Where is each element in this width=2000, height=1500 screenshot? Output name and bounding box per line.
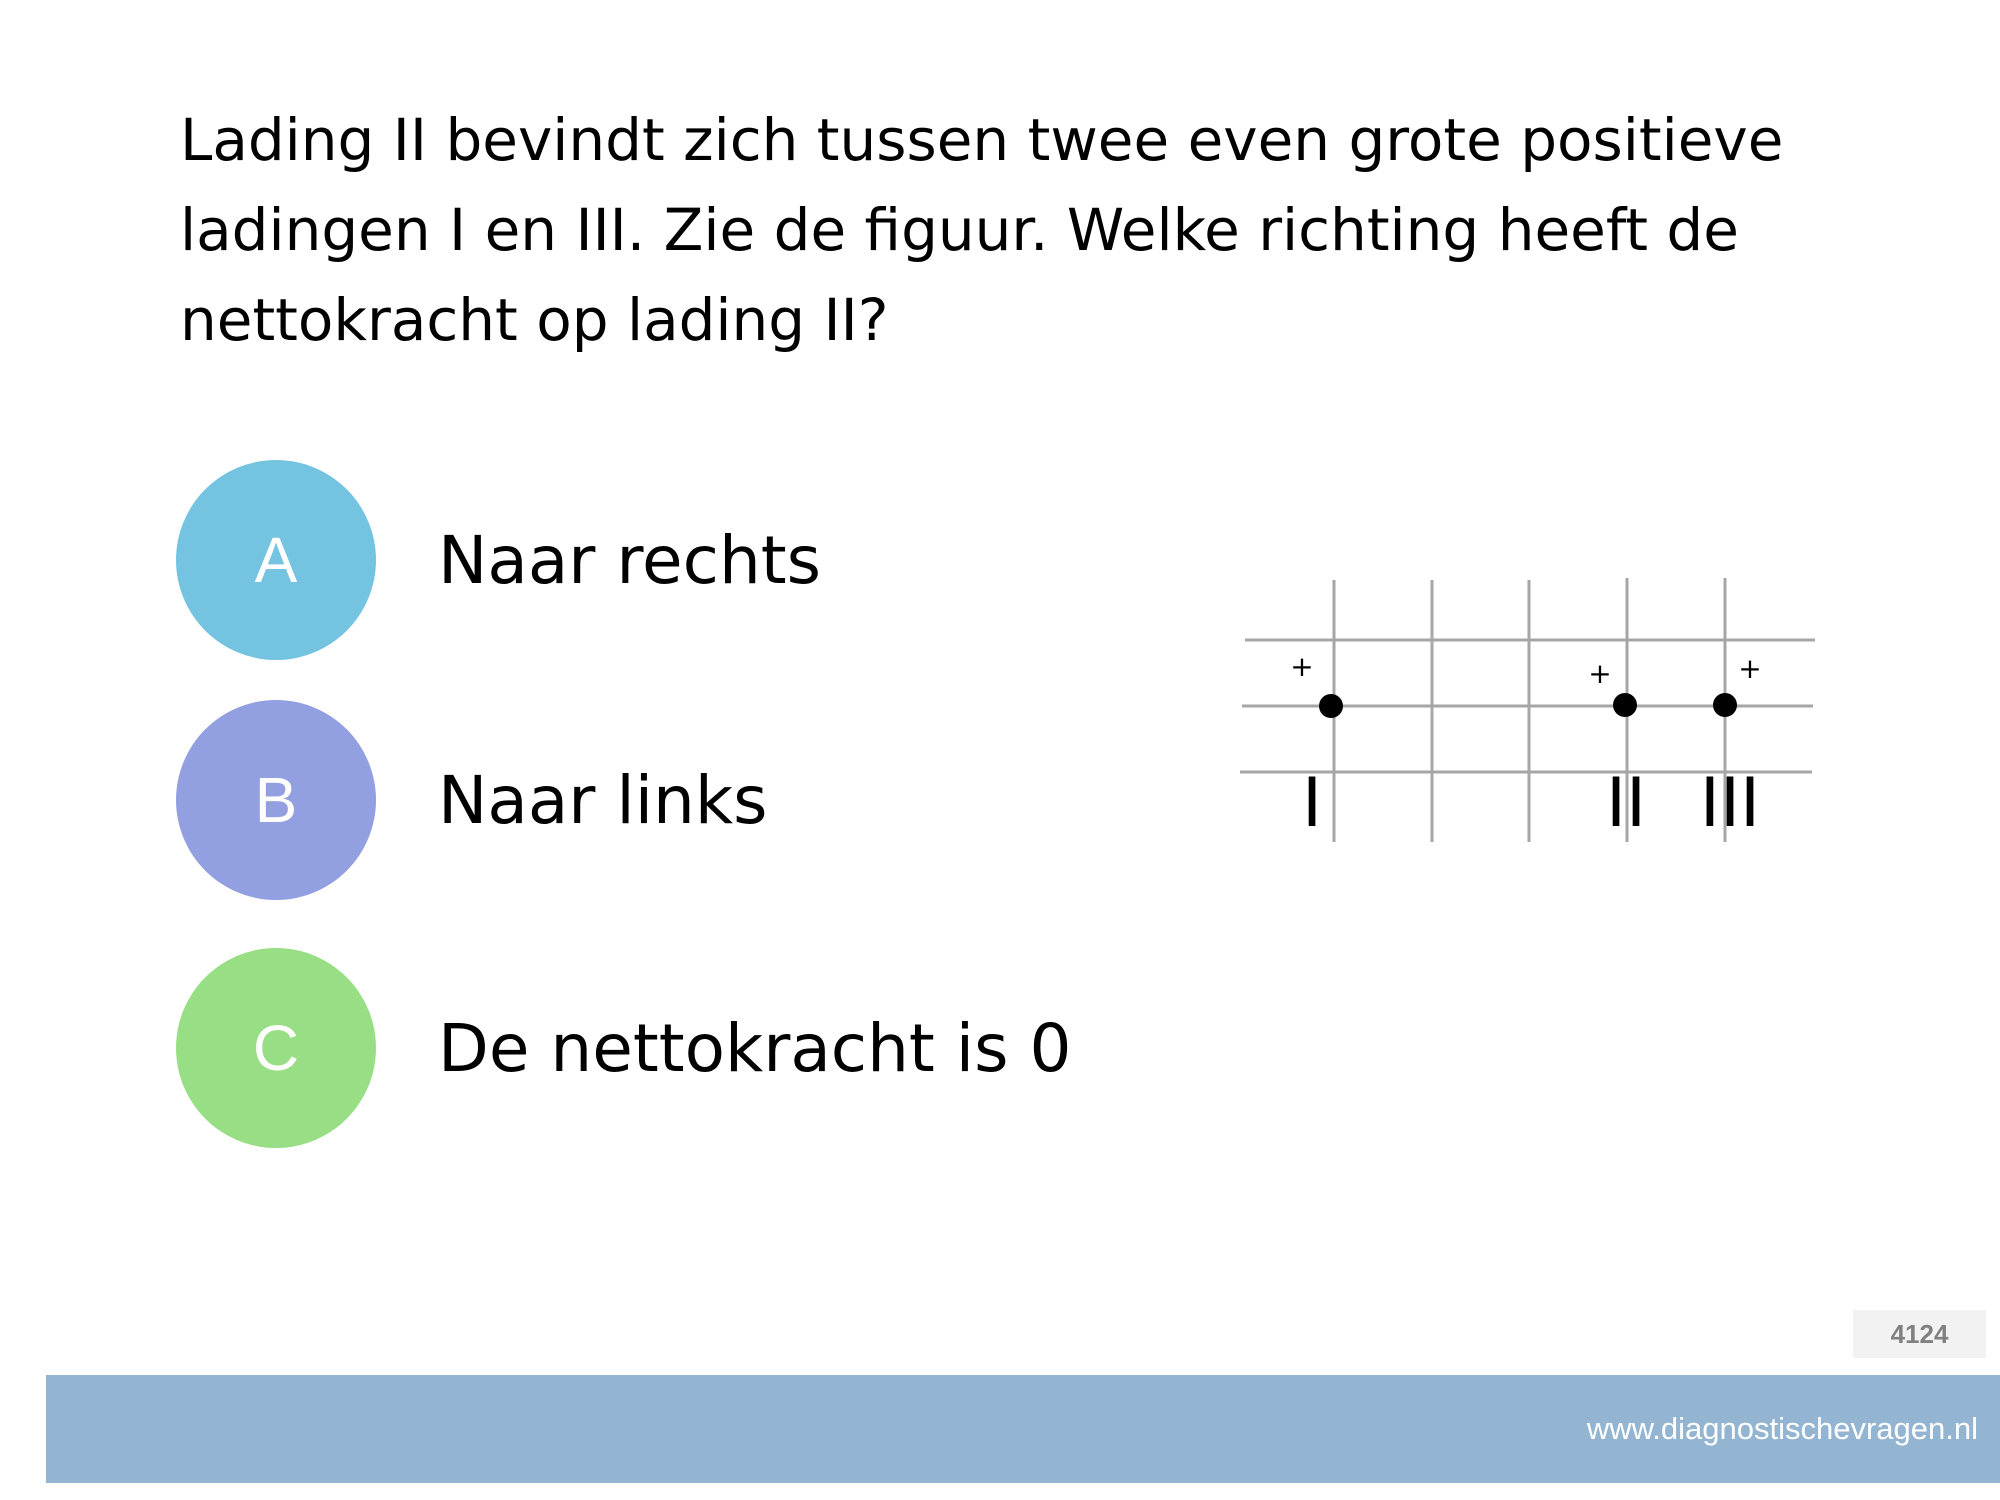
- footer-bar: [46, 1375, 2000, 1483]
- option-c[interactable]: [176, 948, 1176, 1148]
- charge-ii-label: II: [1605, 764, 1647, 843]
- option-c-label: De nettokracht is 0: [438, 1009, 1072, 1087]
- charge-iii-dot: [1713, 693, 1737, 717]
- question-code: 4124: [1853, 1310, 1986, 1358]
- option-c-circle[interactable]: C: [176, 948, 376, 1148]
- option-a[interactable]: [176, 460, 1176, 660]
- charge-i-sign: +: [1290, 650, 1314, 683]
- charge-iii-label: III: [1699, 764, 1761, 843]
- website-link[interactable]: www.diagnostischevragen.nl: [1586, 1411, 1978, 1446]
- charge-i-dot: [1319, 694, 1343, 718]
- charge-diagram: [1230, 570, 1830, 860]
- option-b-circle[interactable]: B: [176, 700, 376, 900]
- charge-iii-sign: +: [1738, 652, 1762, 685]
- charge-i-label: I: [1301, 764, 1323, 843]
- charge-ii-dot: [1613, 693, 1637, 717]
- charge-ii-sign: +: [1588, 657, 1612, 690]
- question-text: Lading II bevindt zich tussen twee even grote positieve ladingen I en III. Zie de figuur. Welke richting heeft de nettokracht op lading II?: [180, 106, 1784, 354]
- option-b[interactable]: [176, 700, 1176, 900]
- option-a-circle[interactable]: A: [176, 460, 376, 660]
- option-b-label: Naar links: [438, 761, 768, 839]
- option-a-label: Naar rechts: [438, 521, 822, 599]
